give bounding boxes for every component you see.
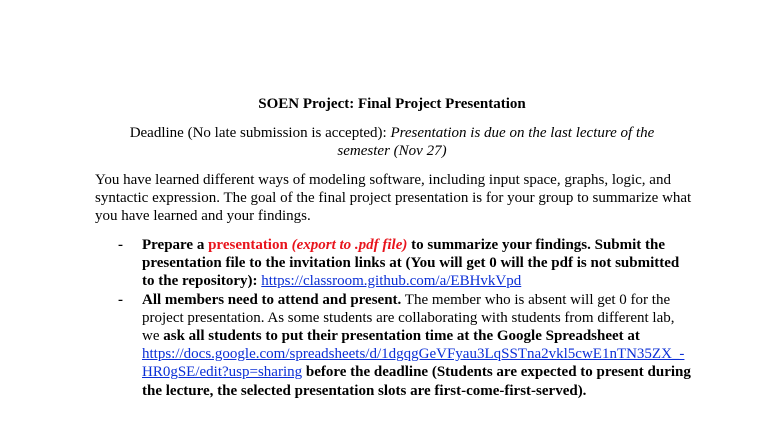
page-title: SOEN Project: Final Project Presentation — [258, 96, 526, 112]
bullet-item-attendance — [0, 291, 693, 400]
bullet-bold-mid: ask all students to put their presentation time at the Google Spreadsheet at — [163, 328, 640, 345]
bullet-red-text: presentation — [208, 237, 288, 253]
classroom-link[interactable]: https://classroom.github.com/a/EBHvkVpd — [261, 273, 522, 290]
deadline-line — [104, 124, 680, 160]
bullet-dash: - — [118, 237, 123, 253]
intro-paragraph: You have learned different ways of modeling software, including input space, graphs, logic, and syntactic expression. The goal of the final project presentation is for your group to summarize what you have learned and your findings. — [95, 172, 692, 224]
bullet-dash: - — [118, 291, 123, 308]
bullet-bold-rest: to summarize your findings. Submit the presentation file to the invitation links at (You will get 0 will the pdf is not submitted to the repository): — [142, 237, 680, 290]
bullet-list — [0, 236, 784, 400]
spreadsheet-link[interactable]: https://docs.google.com/spreadsheets/d/1dgqgGeVFyau3LqSSTna2vkl5cwE1nTN35ZX_-HR0gSE/edit?usp=sharing — [142, 346, 685, 381]
deadline-italic: Presentation is due on the last lecture of the semester (Nov 27) — [337, 125, 655, 159]
deadline-prefix: Deadline (No late submission is accepted): — [129, 125, 391, 141]
bullet-red-italic: (export to .pdf file) — [291, 237, 408, 253]
bullet-bold-prefix: Prepare a — [142, 237, 209, 253]
bullet-item-presentation — [0, 236, 693, 291]
bullet-bold-start: All members need to attend and present. — [142, 291, 402, 308]
bullet-bold-end: before the deadline (Students are expected to present during the lecture, the selected presentation slots are first-come-first-served). — [142, 364, 691, 399]
bullet-normal-text: The member who is absent will get 0 for the project presentation. As some students are collaborating with students from different lab, we — [142, 291, 675, 345]
